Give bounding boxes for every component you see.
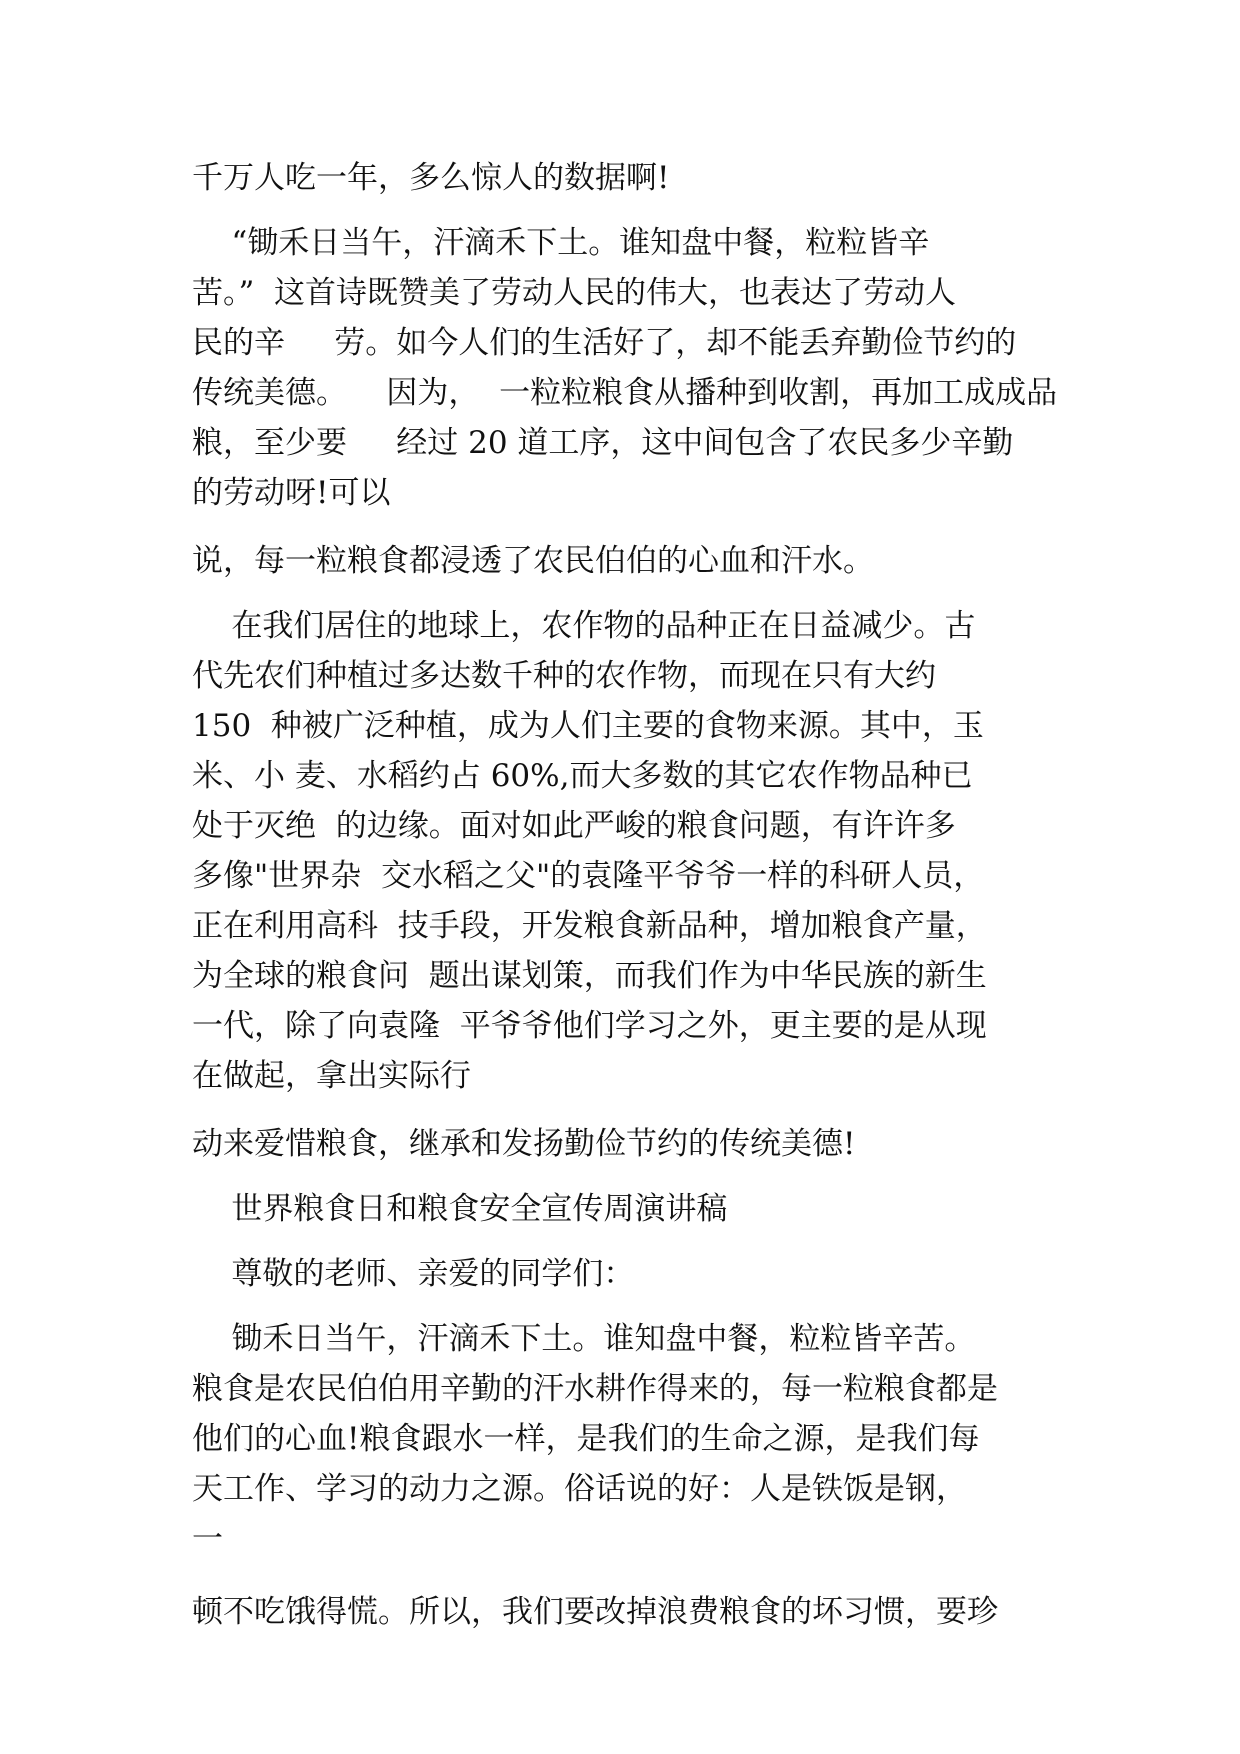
text-line: “锄禾日当午，汗滴禾下土。谁知盘中餐，粒粒皆辛	[192, 225, 930, 261]
text-line: 锄禾日当午，汗滴禾下土。谁知盘中餐，粒粒皆辛苦。	[192, 1321, 976, 1357]
text-line: 世界粮食日和粮食安全宣传周演讲稿	[192, 1191, 728, 1227]
text-line: 粮食是农民伯伯用辛勤的汗水耕作得来的，每一粒粮食都是	[192, 1371, 998, 1407]
text-line: 多像"世界杂 交水稻之父"的袁隆平爷爷一样的科研人员，	[192, 858, 985, 894]
text-line: 在我们居住的地球上，农作物的品种正在日益减少。古	[192, 608, 976, 644]
text-line: 米、小 麦、水稻约占 60%,而大多数的其它农作物品种已	[192, 758, 973, 794]
text-line: 在做起，拿出实际行	[192, 1058, 471, 1094]
text-line: 为全球的粮食问 题出谋划策，而我们作为中华民族的新生	[192, 958, 987, 994]
text-line: 一	[192, 1521, 223, 1557]
text-line: 天工作、学习的动力之源。俗话说的好：人是铁饭是钢，	[192, 1471, 967, 1507]
text-line: 150 种被广泛种植，成为人们主要的食物来源。其中，玉	[192, 708, 984, 744]
text-line: 传统美德。 因为， 一粒粒粮食从播种到收割，再加工成成品	[192, 375, 1058, 411]
text-line: 的劳动呀!可以	[192, 475, 391, 511]
text-line: 他们的心血!粮食跟水一样，是我们的生命之源，是我们每	[192, 1421, 980, 1457]
text-line: 顿不吃饿得慌。所以，我们要改掉浪费粮食的坏习惯，要珍	[192, 1594, 998, 1630]
text-line: 粮，至少要 经过 20 道工序，这中间包含了农民多少辛勤	[192, 425, 1014, 461]
text-line: 说，每一粒粮食都浸透了农民伯伯的心血和汗水。	[192, 543, 874, 579]
text-line: 动来爱惜粮食，继承和发扬勤俭节约的传统美德!	[192, 1126, 856, 1162]
text-line: 正在利用高科 技手段，开发粮食新品种，增加粮食产量，	[192, 908, 987, 944]
text-line: 一代，除了向袁隆 平爷爷他们学习之外，更主要的是从现	[192, 1008, 987, 1044]
text-line: 处于灭绝 的边缘。面对如此严峻的粮食问题，有许许多	[192, 808, 956, 844]
text-line: 尊敬的老师、亲爱的同学们：	[192, 1256, 635, 1292]
text-line: 民的辛 劳。如今人们的生活好了，却不能丢弃勤俭节约的	[192, 325, 1017, 361]
text-line: 苦。” 这首诗既赞美了劳动人民的伟大，也表达了劳动人	[192, 275, 957, 311]
text-line: 代先农们种植过多达数千种的农作物，而现在只有大约	[192, 658, 936, 694]
text-line: 千万人吃一年，多么惊人的数据啊!	[192, 160, 670, 196]
